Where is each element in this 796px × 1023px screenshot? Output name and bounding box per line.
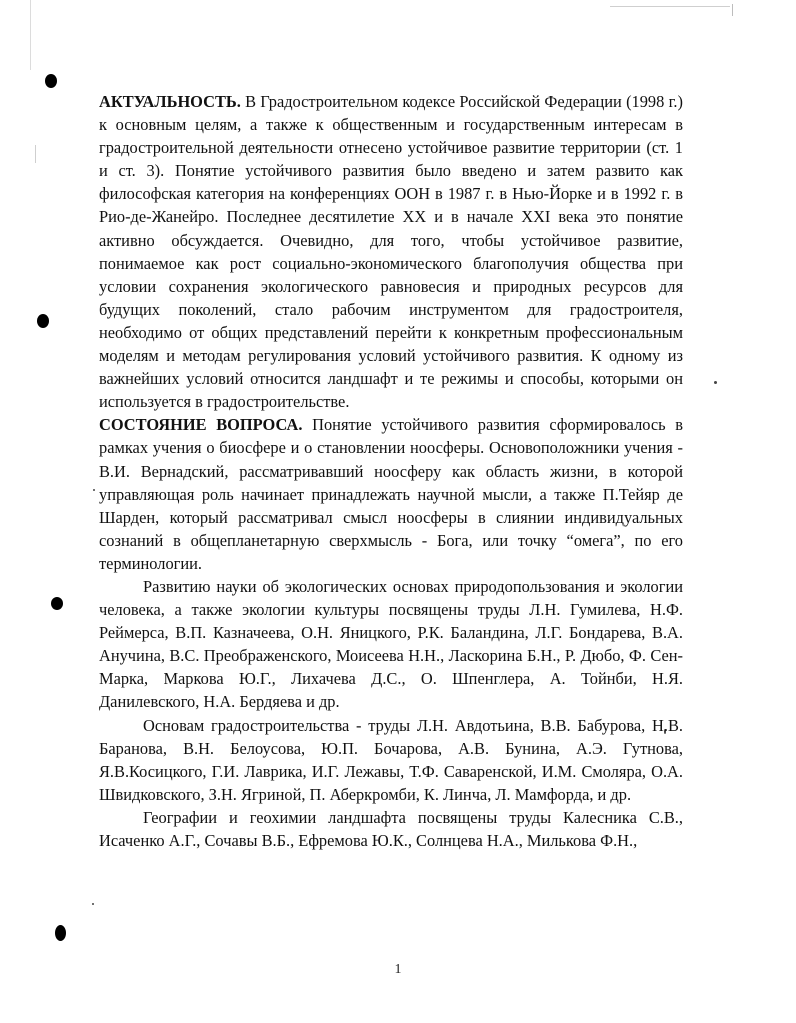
section-text: Понятие устойчивого развития сформировалось в рамках учения о биосфере и о становлении ноосферы. Основоположники учения - В.И. Вернадский, рассматривавший ноосферу как область жизни, в которой управляющая роль начинает принадлежать научной мысли, а также П.Тейяр де Шарден, который рассматривал смысл ноосферы в слиянии индивидуальных сознаний в общепланетарную сверхмысль - Бога, или точку “омега”, по его терминологии. [99, 415, 684, 573]
body-text [99, 90, 683, 852]
section-heading: СОСТОЯНИЕ ВОПРОСА. [99, 415, 303, 435]
page-number: 1 [394, 962, 402, 977]
scan-edge-line-left [30, 0, 31, 70]
scan-edge-line [610, 6, 730, 7]
paragraph: Основам градостроительства - труды Л.Н. Авдотьина, В.В. Бабурова, Н.В. Баранова, В.Н. Белоусова, Ю.П. Бочарова, А.В. Бунина, А.Э. Гутнова, Я.В.Косицкого, Г.И. Лаврика, И.Г. Лежавы, Т.Ф. Саваренской, И.М. Смоляра, О.А. Швидковского, З.Н. Ягриной, П. Аберкромби, К. Линча, Л. Мамфорда, и др. [99, 715, 683, 804]
paragraph: Географии и геохимии ландшафта посвящены труды Калесника С.В., Исаченко А.Г., Сочавы В.Б., Ефремова Ю.К., Солнцева Н.А., Милькова Ф.Н., [99, 807, 683, 850]
scan-speck [93, 489, 95, 491]
section-state-of-question [99, 413, 683, 575]
scan-edge-mark-left [35, 145, 36, 163]
punch-hole-mark [51, 597, 63, 610]
scan-speck [714, 381, 717, 384]
paragraph: Развитию науки об экологических основах природопользования и экологии человека, а также экологии культуры посвящены труды Л.Н. Гумилева, Н.Ф. Реймерса, В.П. Казначеева, О.Н. Яницкого, Р.К. Баландина, Л.Г. Бондарева, В.А. Анучина, В.С. Преображенского, Моисеева Н.Н., Ласкорина Б.Н., Р. Дюбо, Ф. Сен-Марка, Маркова Ю.Г., Лихачева Д.С., О. Шпенглера, А. Тойнби, Н.Я. Данилевского, Н.А. Бердяева и др. [99, 576, 683, 712]
scan-speck [92, 903, 94, 905]
punch-hole-mark [37, 314, 49, 328]
punch-hole-mark [55, 925, 66, 941]
section-text: В Градостроительном кодексе Российской Федерации (1998 г.) к основным целям, а также к общественным и государственным интересам в градостроительной деятельности отнесено устойчивое развитие территории (ст. 1 и ст. 3). Понятие устойчивого развития было введено и затем развито как философская категория на конференциях ООН в 1987 г. в Нью-Йорке и в 1992 г. в Рио-де-Жанейро. Последнее десятилетие XX и в начале XXI века это понятие активно обсуждается. Очевидно, для того, чтобы устойчивое развитие, понимаемое как рост социально-экономического благополучия общества при условии сохранения экологического равновесия и природных ресурсов для будущих поколений, стало рабочим инструментом для градостроителя, необходимо от общих представлений перейти к конкретным профессиональным моделям и методам регулирования условий устойчивого развития. К одному из важнейших условий относится ландшафт и те режимы и способы, которыми он используется в градостроительстве. [99, 92, 683, 412]
section-actuality [99, 90, 683, 413]
scan-edge-tick [732, 4, 733, 16]
section-heading: АКТУАЛЬНОСТЬ. [99, 92, 241, 111]
punch-hole-mark [45, 74, 57, 88]
